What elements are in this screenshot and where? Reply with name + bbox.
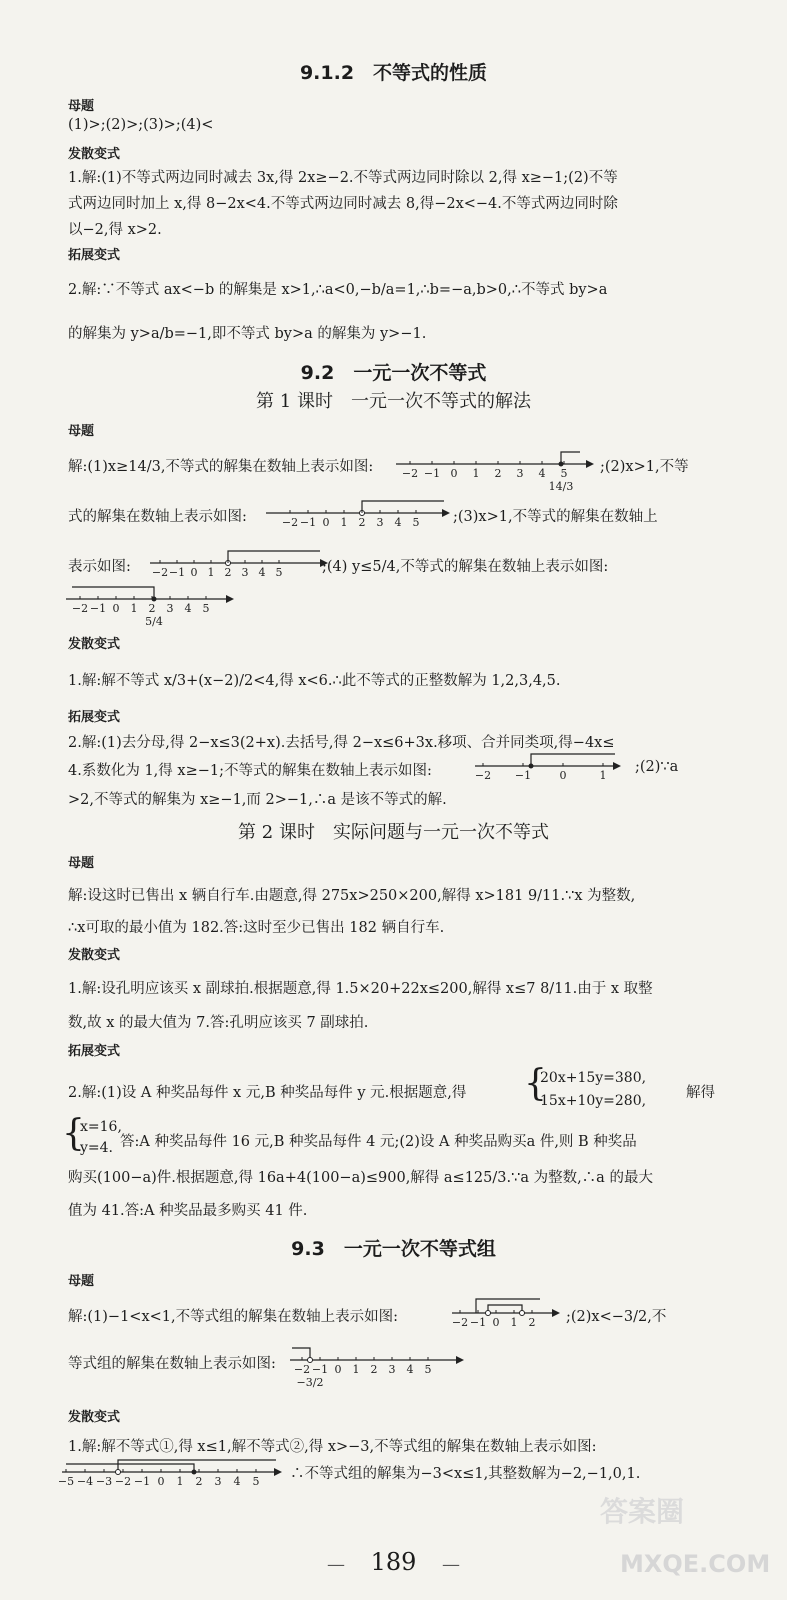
section-title-9-1-2: 9.1.2 不等式的性质: [299, 62, 488, 84]
text-line: >2,不等式的解集为 x≥−1,而 2>−1,∴a 是该不等式的解.: [68, 792, 447, 808]
tick-label: 5: [252, 1475, 260, 1488]
text-line: 4.系数化为 1,得 x≥−1;不等式的解集在数轴上表示如图:: [68, 763, 432, 779]
tick-label: −1: [514, 769, 532, 782]
number-line-f: [452, 1295, 564, 1331]
tick-label: 0: [450, 467, 458, 480]
text-line: 2.解:(1)去分母,得 2−x≤3(2+x).去括号,得 2−x≤6+3x.移项、合并同类项,得−4x≤: [68, 735, 615, 751]
lesson-title-2: 第 2 课时 实际问题与一元一次不等式: [238, 822, 549, 843]
text-line: ∴不等式组的解集为−3<x≤1,其整数解为−2,−1,0,1.: [290, 1466, 641, 1482]
tick-label: −2: [293, 1363, 311, 1376]
text-line: 以−2,得 x>2.: [68, 222, 162, 238]
number-line-a: [396, 448, 596, 494]
mark-label: −3/2: [296, 1376, 324, 1389]
tick-label: −4: [76, 1475, 94, 1488]
tick-label: 4: [538, 467, 546, 480]
number-line-g: [290, 1342, 470, 1389]
label-extension: 拓展变式: [68, 1044, 121, 1059]
text-line: 1.解:设孔明应该买 x 副球拍.根据题意,得 1.5×20+22x≤200,解得 x≤7 8/11.由于 x 取整: [68, 981, 653, 997]
page-dash-left: —: [326, 1554, 363, 1575]
lesson-title-1: 第 1 课时 一元一次不等式的解法: [256, 391, 531, 412]
tick-label: 0: [559, 769, 567, 782]
tick-label: 0: [492, 1316, 500, 1329]
text-line: 答:A 种奖品每件 16 元,B 种奖品每件 4 元;(2)设 A 种奖品购买a 件,则 B 种奖品: [120, 1134, 637, 1150]
text-line: ∴x可取的最小值为 182.答:这时至少已售出 182 辆自行车.: [68, 920, 445, 936]
tick-label: −2: [151, 566, 169, 579]
tick-label: −1: [89, 602, 107, 615]
mark-label: 14/3: [548, 480, 574, 493]
label-divergent: 发散变式: [68, 147, 121, 162]
system-eq-2: 15x+10y=280,: [540, 1093, 647, 1109]
text-line: 式的解集在数轴上表示如图:: [68, 509, 247, 525]
tick-label: 2: [224, 566, 232, 579]
mark-label: 5/4: [145, 615, 163, 628]
text-line: 1.解:(1)不等式两边同时减去 3x,得 2x≥−2.不等式两边同时除以 2,得 x≥−1;(2)不等: [68, 170, 618, 186]
text-line: 2.解:(1)设 A 种奖品每件 x 元,B 种奖品每件 y 元.根据题意,得: [68, 1085, 467, 1101]
tick-label: 1: [340, 516, 348, 529]
tick-label: 3: [241, 566, 249, 579]
text-line: ;(4) y≤5/4,不等式的解集在数轴上表示如图:: [322, 559, 609, 575]
watermark-logo: 答案圈: [600, 1495, 685, 1528]
text-line: 2.解:∵不等式 ax<−b 的解集是 x>1,∴a<0,−b/a=1,∴b=−a,b>0,∴不等式 by>a: [68, 282, 608, 298]
solution-1: x=16,: [80, 1119, 122, 1135]
number-line-h: [57, 1454, 287, 1490]
text-line: 解:设这时已售出 x 辆自行车.由题意,得 275x>250×200,解得 x>181 9/11.∵x 为整数,: [68, 888, 636, 904]
system-brace: {: [524, 1063, 547, 1104]
label-divergent: 发散变式: [68, 1410, 121, 1425]
label-extension: 拓展变式: [68, 710, 121, 725]
label-mother: 母题: [68, 1274, 95, 1289]
tick-label: 5: [202, 602, 210, 615]
tick-label: 1: [176, 1475, 184, 1488]
text-line: ;(2)x<−3/2,不: [566, 1309, 667, 1325]
page-dash-right: —: [424, 1554, 461, 1575]
tick-label: −2: [451, 1316, 469, 1329]
tick-label: −2: [401, 467, 419, 480]
tick-label: 5: [560, 467, 568, 480]
text-line: ;(3)x>1,不等式的解集在数轴上: [453, 509, 658, 525]
text-line: 解:(1)x≥14/3,不等式的解集在数轴上表示如图:: [68, 459, 374, 475]
tick-label: 5: [412, 516, 420, 529]
text-line: 解得: [686, 1085, 715, 1101]
tick-label: −1: [168, 566, 186, 579]
solution-2: y=4.: [80, 1140, 113, 1156]
tick-label: 4: [258, 566, 266, 579]
tick-label: 2: [370, 1363, 378, 1376]
text-line: ;(2)∵a: [635, 759, 679, 775]
text-line: 数,故 x 的最大值为 7.答:孔明应该买 7 副球拍.: [68, 1015, 369, 1031]
tick-label: 5: [275, 566, 283, 579]
text-line: 等式组的解集在数轴上表示如图:: [68, 1356, 276, 1372]
tick-label: −2: [474, 769, 492, 782]
tick-label: 4: [394, 516, 402, 529]
tick-label: 1: [207, 566, 215, 579]
tick-label: 3: [166, 602, 174, 615]
tick-label: 2: [195, 1475, 203, 1488]
number-line-e: [475, 748, 625, 784]
tick-label: −3: [95, 1475, 113, 1488]
label-mother: 母题: [68, 99, 95, 114]
tick-label: −1: [423, 467, 441, 480]
tick-label: 0: [190, 566, 198, 579]
tick-label: 3: [214, 1475, 222, 1488]
tick-label: −1: [469, 1316, 487, 1329]
label-divergent: 发散变式: [68, 637, 121, 652]
tick-label: 1: [352, 1363, 360, 1376]
tick-label: 1: [599, 769, 607, 782]
tick-label: 0: [322, 516, 330, 529]
tick-label: 5: [424, 1363, 432, 1376]
text-line: 1.解:解不等式 x/3+(x−2)/2<4,得 x<6.∴此不等式的正整数解为 1,2,3,4,5.: [68, 673, 561, 689]
text-line: 的解集为 y>a/b=−1,即不等式 by>a 的解集为 y>−1.: [68, 326, 427, 342]
tick-label: 3: [388, 1363, 396, 1376]
tick-label: 4: [406, 1363, 414, 1376]
text-line: 值为 41.答:A 种奖品最多购买 41 件.: [68, 1203, 308, 1219]
tick-label: 2: [494, 467, 502, 480]
text-line: 购买(100−a)件.根据题意,得 16a+4(100−a)≤900,解得 a≤125/3.∵a 为整数,∴a 的最大: [68, 1170, 653, 1186]
tick-label: −2: [71, 602, 89, 615]
number-line-c: [150, 545, 330, 581]
watermark-url: MXQE.COM: [620, 1550, 771, 1578]
tick-label: 3: [376, 516, 384, 529]
label-mother: 母题: [68, 856, 95, 871]
tick-label: 0: [112, 602, 120, 615]
tick-label: −1: [299, 516, 317, 529]
tick-label: −2: [114, 1475, 132, 1488]
solution-brace: {: [62, 1113, 85, 1154]
tick-label: 4: [233, 1475, 241, 1488]
mother-answer: (1)>;(2)>;(3)>;(4)<: [68, 117, 214, 133]
tick-label: 4: [184, 602, 192, 615]
tick-label: 1: [472, 467, 480, 480]
text-line: 式两边同时加上 x,得 8−2x<4.不等式两边同时减去 8,得−2x<−4.不等式两边同时除: [68, 196, 618, 212]
label-divergent: 发散变式: [68, 948, 121, 963]
label-mother: 母题: [68, 424, 95, 439]
system-eq-1: 20x+15y=380,: [540, 1070, 647, 1086]
tick-label: 2: [358, 516, 366, 529]
tick-label: −5: [57, 1475, 75, 1488]
section-title-9-2: 9.2 一元一次不等式: [300, 362, 487, 384]
label-extension: 拓展变式: [68, 248, 121, 263]
tick-label: 2: [148, 602, 156, 615]
tick-label: 1: [510, 1316, 518, 1329]
number-line-b: [266, 495, 451, 531]
page-number: 189: [370, 1548, 417, 1576]
text-line: 1.解:解不等式①,得 x≤1,解不等式②,得 x>−3,不等式组的解集在数轴上表示如图:: [68, 1439, 597, 1455]
text-line: ;(2)x>1,不等: [600, 459, 689, 475]
tick-label: −2: [281, 516, 299, 529]
tick-label: −1: [133, 1475, 151, 1488]
section-title-9-3: 9.3 一元一次不等式组: [291, 1238, 496, 1260]
text-line: 解:(1)−1<x<1,不等式组的解集在数轴上表示如图:: [68, 1309, 398, 1325]
tick-label: 0: [157, 1475, 165, 1488]
tick-label: 3: [516, 467, 524, 480]
tick-label: 1: [130, 602, 138, 615]
text-line: 表示如图:: [68, 559, 131, 575]
number-line-d: [66, 583, 236, 628]
tick-label: 0: [334, 1363, 342, 1376]
tick-label: −1: [311, 1363, 329, 1376]
tick-label: 2: [528, 1316, 536, 1329]
